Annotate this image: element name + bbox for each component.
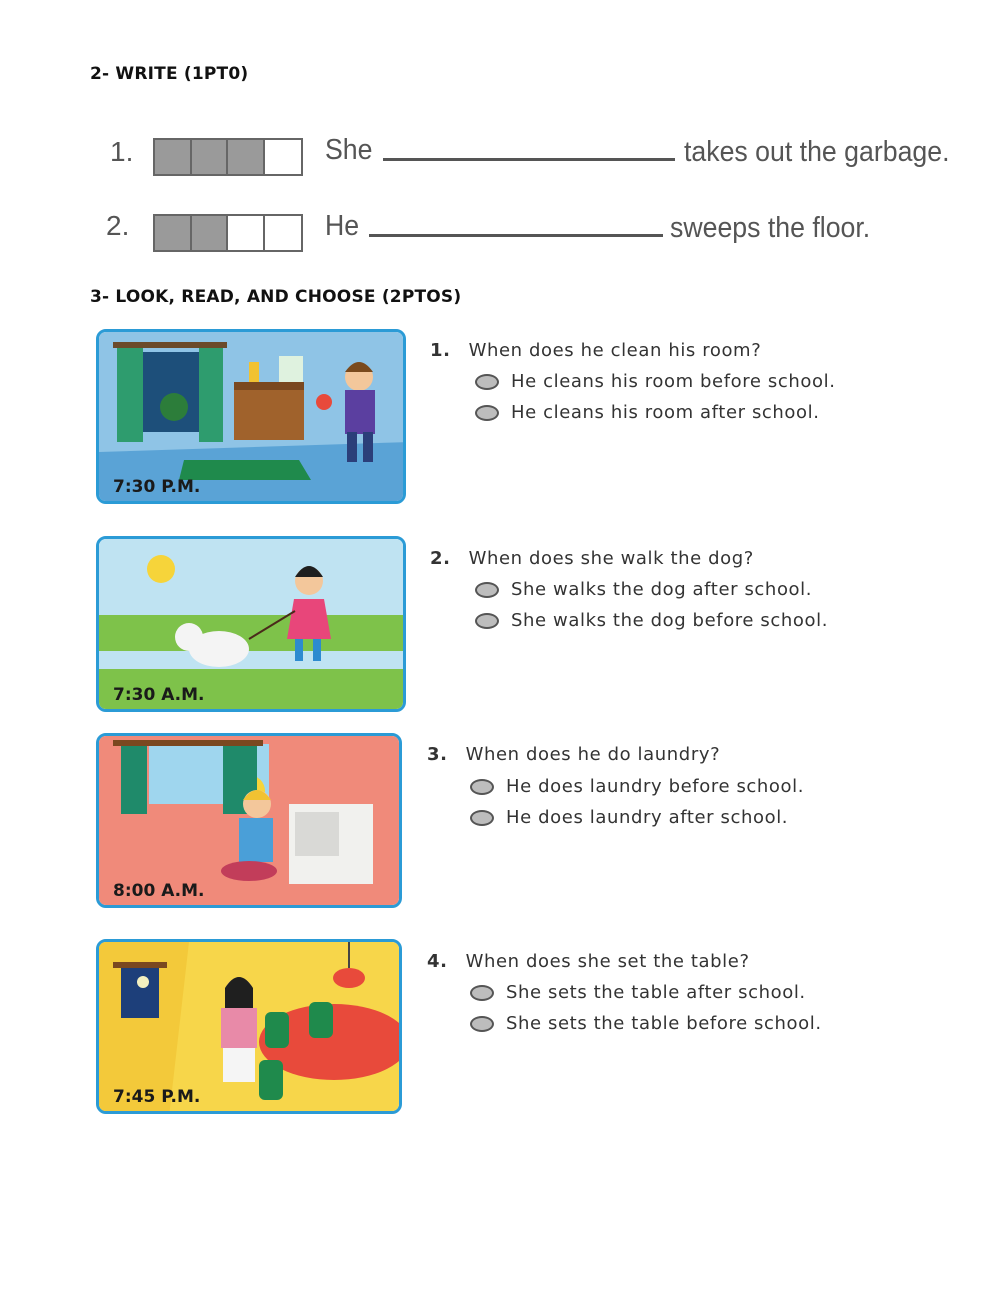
answer-option[interactable]	[470, 982, 806, 1003]
question-text: When does she set the table?	[465, 951, 750, 972]
question-text: When does he do laundry?	[465, 744, 721, 765]
letter-box-shaded	[155, 140, 192, 174]
picture-boy-cleaning-room	[96, 329, 406, 504]
letter-box-empty	[228, 216, 265, 250]
option-text: He does laundry after school.	[506, 807, 789, 828]
question-3	[427, 744, 720, 765]
option-text: She walks the dog after school.	[511, 579, 813, 600]
option-text: She sets the table after school.	[506, 982, 806, 1003]
answer-option[interactable]	[475, 402, 820, 423]
question-text: When does he clean his room?	[468, 340, 762, 361]
question-number: 3.	[427, 744, 448, 765]
time-label: 7:30 P.M.	[113, 477, 201, 497]
write-row-1	[0, 130, 1000, 190]
section-2-heading: 2- WRITE (1PT0)	[90, 64, 249, 84]
letter-boxes	[153, 138, 303, 176]
time-label: 8:00 A.M.	[113, 881, 205, 901]
answer-option[interactable]	[470, 776, 804, 797]
picture-girl-walking-dog	[96, 536, 406, 712]
question-1	[430, 340, 761, 361]
write-row-2	[0, 206, 1000, 266]
letter-box-empty	[265, 216, 301, 250]
letter-box-shaded	[192, 140, 229, 174]
answer-option[interactable]	[475, 371, 836, 392]
option-text: He does laundry before school.	[506, 776, 805, 797]
write-rest: sweeps the floor.	[670, 212, 871, 244]
option-text: She sets the table before school.	[506, 1013, 822, 1034]
letter-box-shaded	[192, 216, 229, 250]
radio-button[interactable]	[475, 405, 499, 421]
question-4	[427, 951, 750, 972]
write-rest: takes out the garbage.	[684, 136, 950, 168]
write-subject: She	[325, 134, 373, 166]
answer-option[interactable]	[470, 1013, 822, 1034]
time-label: 7:45 P.M.	[113, 1087, 201, 1107]
write-blank-input[interactable]	[369, 234, 663, 237]
letter-boxes	[153, 214, 303, 252]
radio-button[interactable]	[470, 1016, 494, 1032]
radio-button[interactable]	[470, 779, 494, 795]
picture-girl-setting-table	[96, 939, 402, 1114]
radio-button[interactable]	[470, 985, 494, 1001]
write-row-number: 1.	[110, 136, 134, 167]
radio-button[interactable]	[475, 374, 499, 390]
option-text: He cleans his room after school.	[511, 402, 820, 423]
letter-box-empty	[265, 140, 301, 174]
radio-button[interactable]	[470, 810, 494, 826]
question-2	[430, 548, 754, 569]
letter-box-shaded	[155, 216, 192, 250]
answer-option[interactable]	[475, 579, 812, 600]
letter-box-shaded	[228, 140, 265, 174]
radio-button[interactable]	[475, 582, 499, 598]
question-number: 1.	[430, 340, 451, 361]
question-number: 4.	[427, 951, 448, 972]
section-3-heading: 3- LOOK, READ, AND CHOOSE (2PTOS)	[90, 287, 462, 307]
option-text: He cleans his room before school.	[511, 371, 836, 392]
write-row-number: 2.	[106, 210, 130, 241]
write-subject: He	[325, 210, 360, 242]
question-text: When does she walk the dog?	[468, 548, 754, 569]
answer-option[interactable]	[470, 807, 788, 828]
question-number: 2.	[430, 548, 451, 569]
write-blank-input[interactable]	[383, 158, 675, 161]
picture-boy-doing-laundry	[96, 733, 402, 908]
option-text: She walks the dog before school.	[511, 610, 829, 631]
answer-option[interactable]	[475, 610, 828, 631]
radio-button[interactable]	[475, 613, 499, 629]
time-label: 7:30 A.M.	[113, 685, 205, 705]
